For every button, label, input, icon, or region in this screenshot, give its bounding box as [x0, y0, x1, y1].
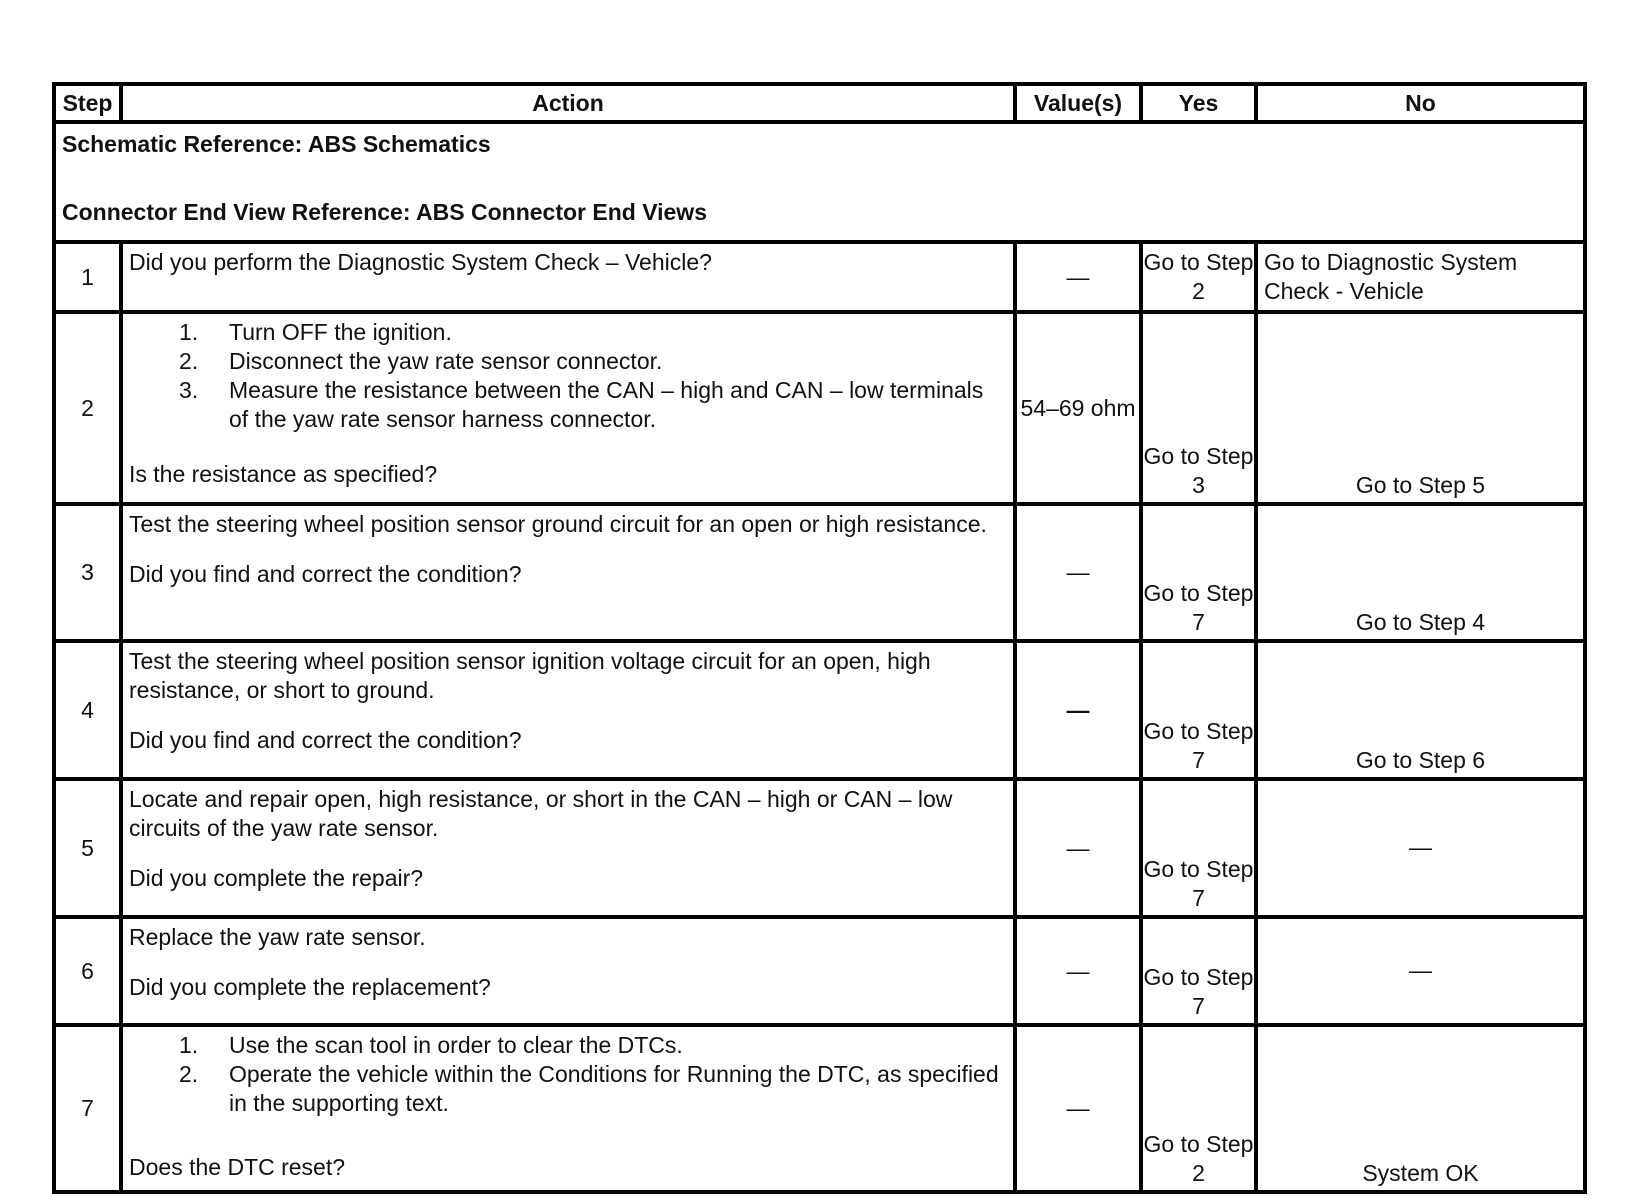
table-row — [54, 1025, 1585, 1192]
no-cell: System OK — [1256, 1025, 1585, 1192]
no-cell: — — [1256, 917, 1585, 1025]
header-yes: Yes — [1141, 84, 1256, 122]
table-row — [54, 779, 1585, 917]
table-row — [54, 242, 1585, 312]
yes-cell: Go to Step 7 — [1141, 779, 1256, 917]
action-cell — [121, 779, 1015, 917]
value-cell: — — [1015, 504, 1141, 641]
value-cell: — — [1015, 242, 1141, 312]
step-number: 3 — [54, 504, 121, 641]
value-cell: 54–69 ohm — [1015, 312, 1141, 504]
step-number: 2 — [54, 312, 121, 504]
action-cell — [121, 1025, 1015, 1192]
action-text: Replace the yaw rate sensor. — [129, 924, 426, 950]
yes-cell: Go to Step 2 — [1141, 1025, 1256, 1192]
step-number: 6 — [54, 917, 121, 1025]
header-step: Step — [54, 84, 121, 122]
yes-cell: Go to Step 7 — [1141, 504, 1256, 641]
list-item: 2. Disconnect the yaw rate sensor connector. — [179, 348, 663, 374]
header-action: Action — [121, 84, 1015, 122]
table-row — [54, 917, 1585, 1025]
table-row — [54, 504, 1585, 641]
reference-row — [54, 122, 1585, 242]
action-question: Did you perform the Diagnostic System Check – Vehicle? — [129, 249, 712, 275]
step-number: 7 — [54, 1025, 121, 1192]
action-question: Did you complete the repair? — [129, 865, 424, 891]
value-cell: — — [1015, 1025, 1141, 1192]
schematic-reference: Schematic Reference: ABS Schematics — [62, 131, 491, 157]
action-question: Did you find and correct the condition? — [129, 561, 522, 587]
no-cell: Go to Diagnostic System Check - Vehicle — [1256, 242, 1585, 312]
action-text: Test the steering wheel position sensor ignition voltage circuit for an open, high resistance, or short to ground. — [129, 648, 931, 703]
header-values: Value(s) — [1015, 84, 1141, 122]
no-cell: Go to Step 4 — [1256, 504, 1585, 641]
connector-reference: Connector End View Reference: ABS Connector End Views — [62, 199, 707, 225]
step-number: 4 — [54, 641, 121, 779]
step-number: 5 — [54, 779, 121, 917]
action-question: Did you complete the replacement? — [129, 974, 491, 1000]
list-item: 3. Measure the resistance between the CAN – high and CAN – low terminals of the yaw rate sensor harness connector. — [179, 377, 984, 432]
action-text: Locate and repair open, high resistance, or short in the CAN – high or CAN – low circuits of the yaw rate sensor. — [129, 786, 953, 841]
table-row — [54, 641, 1585, 779]
table-row — [54, 312, 1585, 504]
list-item: 1. Use the scan tool in order to clear the DTCs. — [179, 1032, 683, 1058]
action-text: Test the steering wheel position sensor ground circuit for an open or high resistance. — [129, 511, 987, 537]
no-cell: Go to Step 5 — [1256, 312, 1585, 504]
header-no: No — [1256, 84, 1585, 122]
list-item: 1. Turn OFF the ignition. — [179, 319, 452, 345]
yes-cell: Go to Step 2 — [1141, 242, 1256, 312]
yes-cell: Go to Step 7 — [1141, 641, 1256, 779]
action-list — [129, 318, 1007, 434]
action-question: Did you find and correct the condition? — [129, 727, 522, 753]
value-cell: — — [1015, 641, 1141, 779]
action-cell — [121, 641, 1015, 779]
diagnostic-table — [52, 82, 1587, 1194]
yes-cell: Go to Step 7 — [1141, 917, 1256, 1025]
action-cell — [121, 504, 1015, 641]
no-cell: Go to Step 6 — [1256, 641, 1585, 779]
action-cell — [121, 917, 1015, 1025]
action-question: Does the DTC reset? — [129, 1154, 346, 1180]
reference-cell — [54, 122, 1585, 242]
header-row — [54, 84, 1585, 122]
step-number: 1 — [54, 242, 121, 312]
action-cell — [121, 312, 1015, 504]
action-cell — [121, 242, 1015, 312]
yes-cell: Go to Step 3 — [1141, 312, 1256, 504]
value-cell: — — [1015, 779, 1141, 917]
action-list — [129, 1031, 1007, 1118]
no-cell: — — [1256, 779, 1585, 917]
list-item: 2. Operate the vehicle within the Conditions for Running the DTC, as specified in the supporting text. — [179, 1061, 999, 1116]
action-question: Is the resistance as specified? — [129, 461, 438, 487]
value-cell: — — [1015, 917, 1141, 1025]
